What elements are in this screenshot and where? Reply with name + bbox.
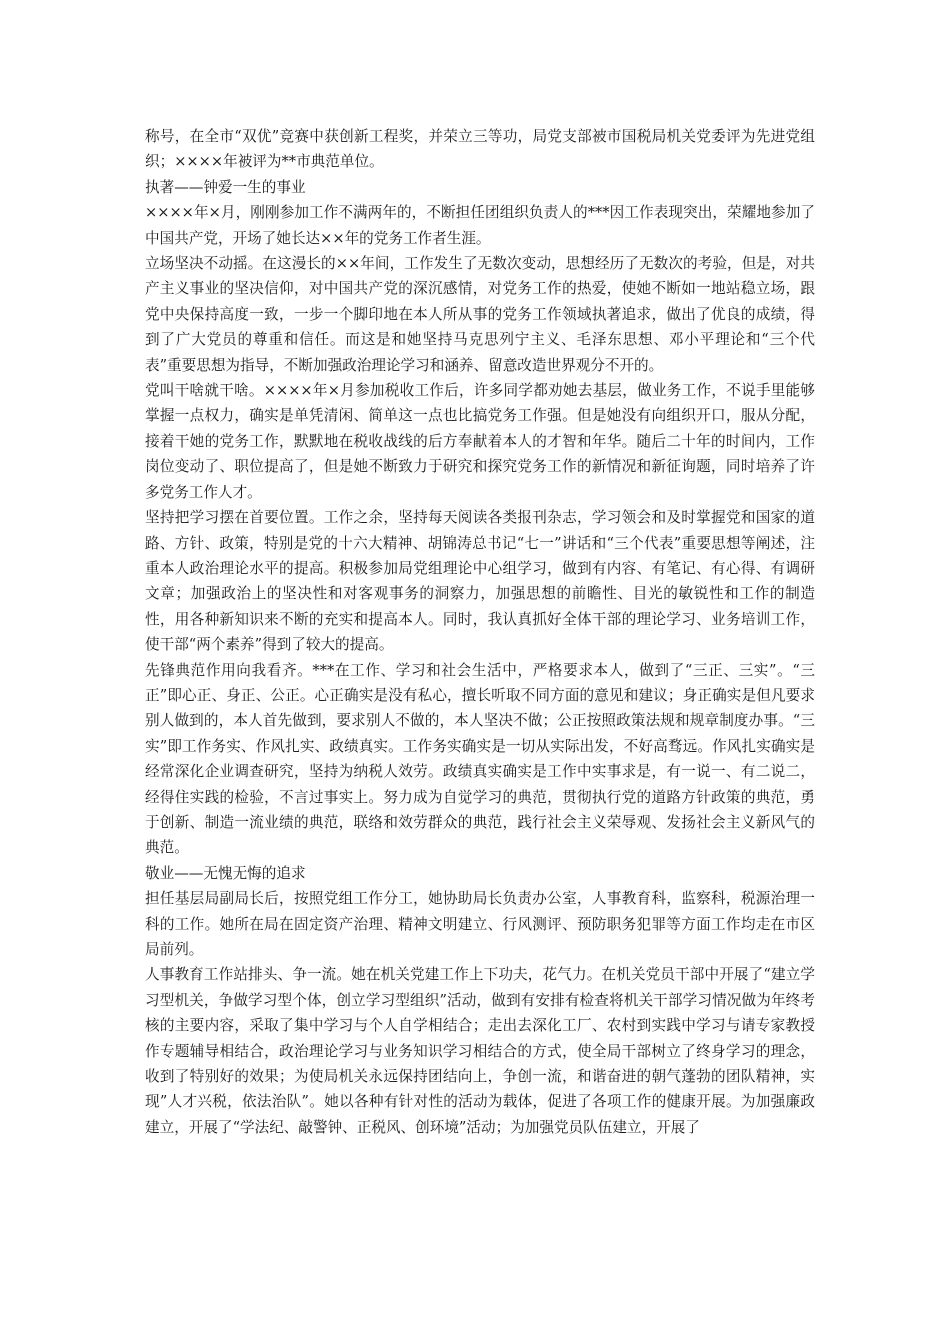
- paragraph-exemplary-role: 先锋典范作用向我看齐。***在工作、学习和社会生活中，严格要求本人，做到了“三正、三实”。“三正”即心正、身正、公正。心正确实是没有私心，擅长听取不同方面的意见和建议；身正确实是但凡要求别人做到的，本人首先做到，要求别人不做的，本人坚决不做；公正按照政策法规和规章制度办事。“三实”即工作务实、作风扎实、政绩真实。工作务实确实是一切从实际出发，不好高骛远。作风扎实确实是经常深化企业调查研究，坚持为纳税人效劳。政绩真实确实是工作中实事求是，有一说一、有二说二，经得住实践的检验，不言过事实上。努力成为自觉学习的典范，贯彻执行党的道路方针政策的典范，勇于创新、制造一流业绩的典范，联络和效劳群众的典范，践行社会主义荣辱观、发扬社会主义新风气的典范。: [145, 661, 815, 857]
- paragraph-obey-party: 党叫干啥就干啥。××××年×月参加税收工作后，许多同学都劝她去基层，做业务工作，不说手里能够掌握一点权力，确实是单凭清闲、简单这一点也比搞党务工作强。但是她没有向组织开口，服从分配，接着干她的党务工作，默默地在税收战线的后方奉献着本人的才智和年华。随后二十年的时间内，工作岗位变动了、职位提高了，但是她不断致力于研究和探究党务工作的新情况和新征询题，同时培养了许多党务工作人才。: [145, 382, 815, 501]
- section-heading-dedication: 执著——钟爱一生的事业: [145, 178, 306, 196]
- paragraph-awards: 称号，在全市“双优”竞赛中获创新工程奖，并荣立三等功，局党支部被市国税局机关党委评为先进党组织；××××年被评为**市典范单位。: [145, 128, 815, 171]
- section-heading-devotion: 敬业——无愧无悔的追求: [145, 864, 306, 882]
- paragraph-deputy-director: 担任基层局副局长后，按照党组工作分工，她协助局长负责办公室，人事教育科，监察科，税源治理一科的工作。她所在局在固定资产治理、精神文明建立、行风测评、预防职务犯罪等方面工作均走在市区局前列。: [145, 890, 815, 958]
- document-page: [145, 124, 815, 1140]
- paragraph-joining-party: ××××年×月，刚刚参加工作不满两年的，不断担任团组织负责人的***因工作表现突出，荣耀地参加了中国共产党，开场了她长达××年的党务工作者生涯。: [145, 204, 815, 247]
- paragraph-firm-stance: 立场坚决不动摇。在这漫长的××年间，工作发生了无数次变动，思想经历了无数次的考验，但是，对共产主义事业的坚决信仰，对中国共产党的深沉感情，对党务工作的热爱，使她不断如一地站稳立场，跟党中央保持高度一致，一步一个脚印地在本人所从事的党务工作领域执著追求，做出了优良的成绩，得到了广大党员的尊重和信任。而这是和她坚持马克思列宁主义、毛泽东思想、邓小平理论和“三个代表”重要思想为指导，不断加强政治理论学习和涵养、留意改造世界观分不开的。: [145, 255, 815, 374]
- paragraph-study-first: 坚持把学习摆在首要位置。工作之余，坚持每天阅读各类报刊杂志，学习领会和及时掌握党和国家的道路、方针、政策，特别是党的十六大精神、胡锦涛总书记“七一”讲话和“三个代表”重要思想等阐述，注重本人政治理论水平的提高。积极参加局党组理论中心组学习，做到有内容、有笔记、有心得、有调研文章；加强政治上的坚决性和对客观事务的洞察力，加强思想的前瞻性、目光的敏锐性和工作的制造性，用各种新知识来不断的充实和提高本人。同时，我认真抓好全体干部的理论学习、业务培训工作，使干部“两个素养”得到了较大的提高。: [145, 509, 815, 654]
- paragraph-hr-education: 人事教育工作站排头、争一流。她在机关党建工作上下功夫，花气力。在机关党员干部中开展了“建立学习型机关，争做学习型个体，创立学习型组织”活动，做到有安排有检查将机关干部学习情况做为年终考核的主要内容，采取了集中学习与个人自学相结合；走出去深化工厂、农村到实践中学习与请专家教授作专题辅导相结合，政治理论学习与业务知识学习相结合的方式，使全局干部树立了终身学习的理念，收到了特别好的效果；为使局机关永远保持团结向上，争创一流，和谐奋进的朝气蓬勃的团队精神，实现”人才兴税，依法治队”。她以各种有针对性的活动为载体，促进了各项工作的健康开展。为加强廉政建立，开展了“学法纪、敲警钟、正税风、创环境”活动；为加强党员队伍建立，开展了: [145, 966, 815, 1136]
